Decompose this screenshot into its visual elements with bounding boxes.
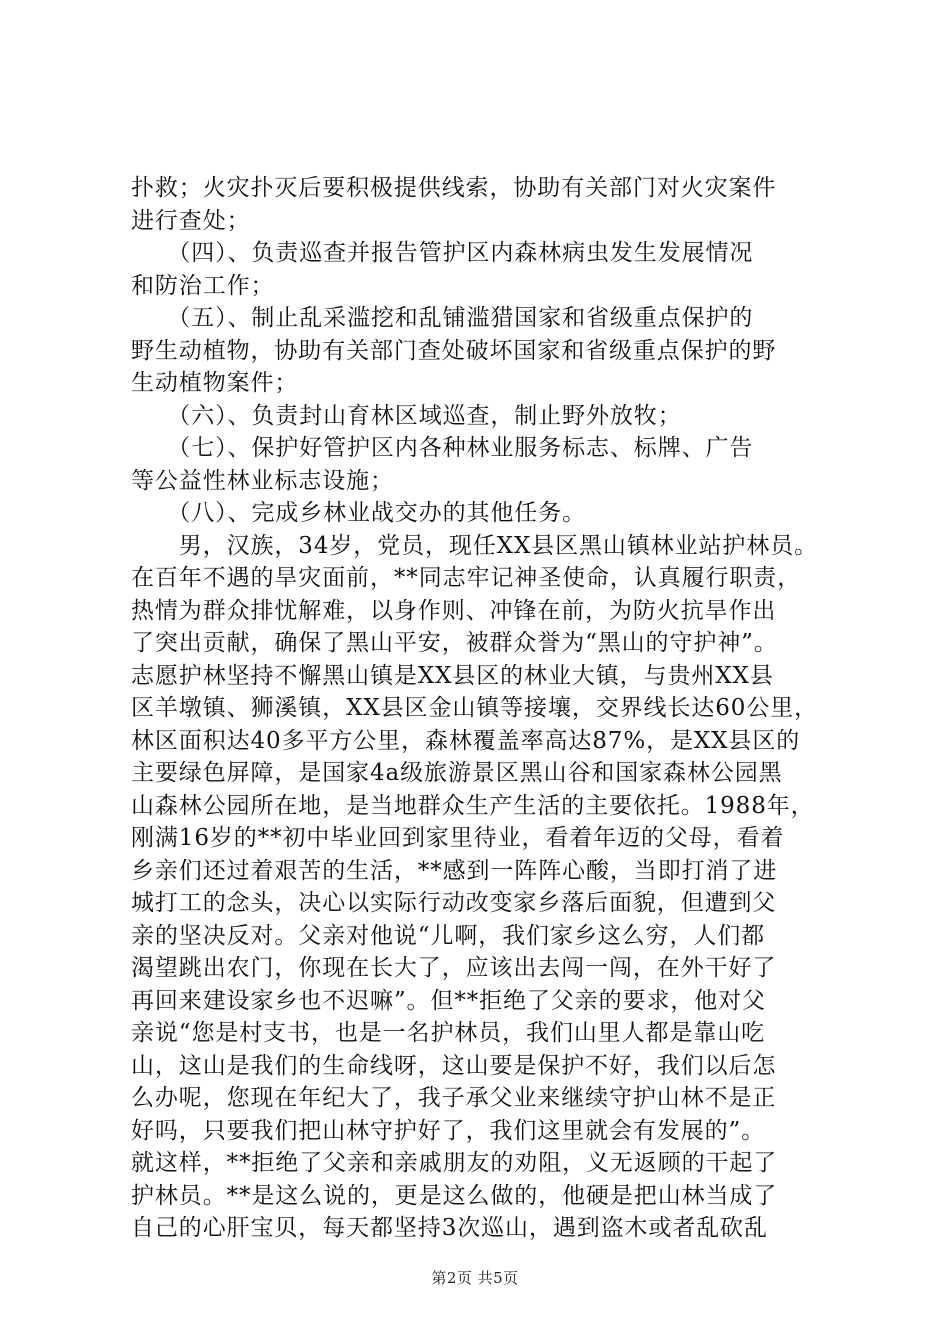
text-line: 山，这山是我们的生命线呀，这山要是保护不好，我们以后怎: [131, 1052, 777, 1079]
text-line: 热情为群众排忧解难，以身作则、冲锋在前，为防火抗旱作出: [131, 597, 777, 624]
text-line: 等公益性林业标志设施；: [131, 467, 394, 494]
text-line: 自己的心肝宝贝，每天都坚持3次巡山，遇到盗木或者乱砍乱: [131, 1215, 768, 1241]
text-line: 志愿护林坚持不懈黑山镇是XX县区的林业大镇，与贵州XX县: [131, 662, 774, 689]
text-line: 区羊墩镇、狮溪镇，XX县区金山镇等接壤，交界线长达60公里，: [131, 695, 819, 721]
text-line: 扑救；火灾扑灭后要积极提供线索，协助有关部门对火灾案件: [131, 175, 777, 201]
text-line: （七）、保护好管护区内各种林业服务标志、标牌、广告: [131, 435, 754, 461]
text-line: 就这样，**拒绝了父亲和亲戚朋友的劝阻，义无返顾的干起了: [131, 1150, 778, 1176]
text-line: （四）、负责巡查并报告管护区内森林病虫发生发展情况: [131, 240, 754, 266]
text-line: 乡亲们还过着艰苦的生活，**感到一阵阵心酸，当即打消了进: [131, 857, 778, 884]
text-line: 再回来建设家乡也不迟嘛”。但**拒绝了父亲的要求，他对父: [131, 987, 766, 1014]
text-line: 主要绿色屏障，是国家4a级旅游景区黑山谷和国家森林公园黑: [131, 760, 783, 786]
text-line: 男，汉族，34岁，党员，现任XX县区黑山镇林业站护林员。: [131, 532, 819, 559]
text-line: 么办呢，您现在年纪大了，我子承父业来继续守护山林不是正: [131, 1085, 777, 1111]
text-line: 了突出贡献，确保了黑山平安，被群众誉为“黑山的守护神”。: [131, 630, 778, 656]
text-line: 山森林公园所在地，是当地群众生产生活的主要依托。1988年，: [131, 792, 815, 819]
text-line: （六）、负责封山育林区域巡查，制止野外放牧；: [131, 402, 682, 429]
text-line: 林区面积达40多平方公里，森林覆盖率高达87%，是XX县区的: [131, 727, 801, 754]
text-line: 亲说“您是村支书，也是一名护林员，我们山里人都是靠山吃: [131, 1020, 766, 1046]
text-line: 渴望跳出农门，你现在长大了，应该出去闯一闯，在外干好了: [131, 955, 777, 981]
text-line: 刚满16岁的**初中毕业回到家里待业，看着年迈的父母，看着: [131, 825, 785, 851]
document-body: [131, 172, 831, 1245]
text-line: 城打工的念头，决心以实际行动改变家乡落后面貌，但遭到父: [131, 890, 777, 916]
text-line: 护林员。**是这么说的，更是这么做的，他硬是把山林当成了: [131, 1182, 778, 1209]
text-line: （五）、制止乱采滥挖和乱铺滥猎国家和省级重点保护的: [131, 305, 754, 331]
text-line: 亲的坚决反对。父亲对他说“儿啊，我们家乡这么穷，人们都: [131, 922, 766, 949]
text-line: 好吗，只要我们把山林守护好了，我们这里就会有发展的”。: [131, 1117, 766, 1144]
text-line: 和防治工作；: [131, 272, 275, 299]
text-line: 野生动植物，协助有关部门查处破坏国家和省级重点保护的野: [131, 337, 777, 364]
text-line: （八）、完成乡林业战交办的其他任务。: [131, 500, 586, 526]
page-number: 第2页 共5页: [431, 1269, 519, 1287]
text-line: 在百年不遇的旱灾面前，**同志牢记神圣使命，认真履行职责，: [131, 565, 802, 591]
text-line: 进行查处；: [131, 207, 251, 234]
text-line: 生动植物案件；: [131, 370, 299, 396]
